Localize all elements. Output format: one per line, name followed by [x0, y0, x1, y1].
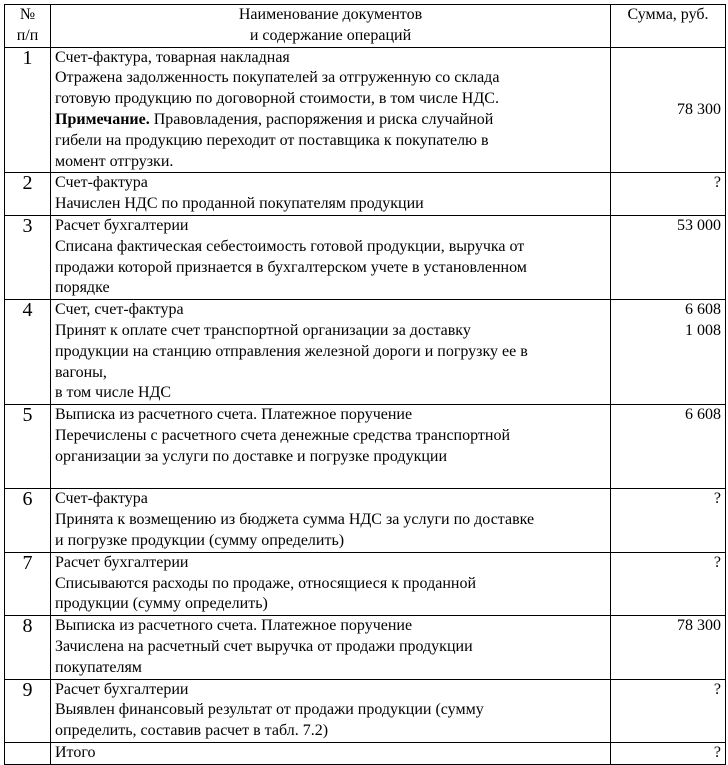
row-sum: 78 300: [611, 616, 726, 679]
total-row: [5, 742, 726, 764]
header-row: [5, 5, 726, 48]
row-sum: ?: [611, 489, 726, 552]
row-sum: 53 000: [611, 215, 726, 299]
header-number: [5, 5, 51, 48]
table-row: [5, 215, 726, 299]
row-sum-vat: 1 008: [685, 321, 721, 339]
row-number: 5: [5, 405, 51, 489]
row-document: Расчет бухгалтерии: [55, 216, 189, 234]
row-number: 4: [5, 300, 51, 405]
row-number: 7: [5, 552, 51, 615]
row-text-line: Выявлен финансовый результат от продажи продукции (сумму: [55, 701, 484, 719]
row-number: 3: [5, 215, 51, 299]
row-text-line: организации за услуги по доставке и погрузке продукции: [55, 447, 448, 465]
row-sum: ?: [611, 173, 726, 216]
table-row: [5, 173, 726, 216]
table-row: [5, 47, 726, 173]
row-description: [51, 47, 611, 173]
row-sum: 6 608: [611, 405, 726, 489]
row-document: Расчет бухгалтерии: [55, 680, 189, 698]
row-text-line: Начислен НДС по проданной покупателям продукции: [55, 195, 424, 213]
row-description: [51, 300, 611, 405]
row-text-line: Зачислена на расчетный счет выручка от продажи продукции: [55, 637, 473, 655]
row-text-line: продажи которой признается в бухгалтерском учете в установленном: [55, 258, 527, 276]
row-text-line: покупателям: [55, 658, 142, 676]
header-number-line2: п/п: [16, 26, 39, 44]
row-text-line: гибели на продукцию переходит от поставщика к покупателю в: [55, 131, 489, 149]
row-description: [51, 173, 611, 216]
row-sum: ?: [611, 552, 726, 615]
table-row: [5, 552, 726, 615]
note-label: Примечание.: [55, 110, 150, 128]
row-text-line: вагоны,: [55, 363, 107, 381]
row-text-line: продукции на станцию отправления железной дороги и погрузку ее в: [55, 342, 528, 360]
header-description: [51, 5, 611, 48]
row-note: [55, 110, 606, 131]
row-document: Счет, счет-фактура: [55, 301, 184, 319]
row-text-line: определить, составив расчет в табл. 7.2): [55, 722, 329, 740]
header-sum: [611, 5, 726, 48]
row-description: [51, 405, 611, 489]
row-text-line: Списываются расходы по продаже, относящиеся к проданной: [55, 574, 476, 592]
row-number: 8: [5, 616, 51, 679]
row-text-line: Списана фактическая себестоимость готовой продукции, выручка от: [55, 237, 525, 255]
row-description: [51, 679, 611, 742]
table-row: [5, 405, 726, 489]
row-text-line: продукции (сумму определить): [55, 595, 268, 613]
row-text-line: Принят к оплате счет транспортной организации за доставку: [55, 321, 471, 339]
row-text-line: момент отгрузки.: [55, 152, 174, 170]
row-description: [51, 489, 611, 552]
note-text: Правовладения, распоряжения и риска случайной: [149, 110, 494, 128]
row-number: 1: [5, 47, 51, 173]
row-sum: 6 608: [685, 301, 721, 319]
row-text-line: в том числе НДС: [55, 384, 172, 402]
total-sum: ?: [611, 742, 726, 764]
row-text-line: Принята к возмещению из бюджета сумма НДС за услуги по доставке: [55, 511, 535, 529]
row-text-line: и погрузке продукции (сумму определить): [55, 531, 345, 549]
row-document: Счет-фактура: [55, 490, 148, 508]
row-number: 6: [5, 489, 51, 552]
total-label: Итого: [51, 742, 611, 764]
table-row: [5, 616, 726, 679]
operations-table: [4, 4, 726, 765]
row-sum: 78 300: [611, 47, 726, 173]
row-document: Счет-фактура, товарная накладная: [55, 48, 290, 66]
total-number: [5, 742, 51, 764]
row-description: [51, 552, 611, 615]
row-document: Счет-фактура: [55, 174, 148, 192]
row-text-line: Отражена задолженность покупателей за отгруженную со склада: [55, 69, 500, 87]
row-text-line: порядке: [55, 279, 110, 297]
row-text-line: готовую продукцию по договорной стоимости, в том числе НДС.: [55, 90, 499, 108]
row-description: [51, 616, 611, 679]
table-row: [5, 679, 726, 742]
row-document: Расчет бухгалтерии: [55, 553, 189, 571]
header-sum-label: Сумма, руб.: [627, 6, 709, 23]
header-number-line1: №: [19, 6, 36, 23]
row-sum: ?: [611, 679, 726, 742]
header-description-line1: Наименование документов: [238, 6, 423, 23]
table-row: [5, 489, 726, 552]
row-number: 9: [5, 679, 51, 742]
row-document: Выписка из расчетного счета. Платежное поручение: [55, 617, 413, 635]
row-sum-group: [611, 300, 726, 405]
row-document: Выписка из расчетного счета. Платежное поручение: [55, 406, 413, 424]
row-text-line: Перечислены с расчетного счета денежные средства транспортной: [55, 426, 511, 444]
row-number: 2: [5, 173, 51, 216]
table-row: [5, 300, 726, 405]
row-spacer: [55, 468, 606, 489]
header-description-line2: и содержание операций: [249, 26, 412, 44]
row-description: [51, 215, 611, 299]
